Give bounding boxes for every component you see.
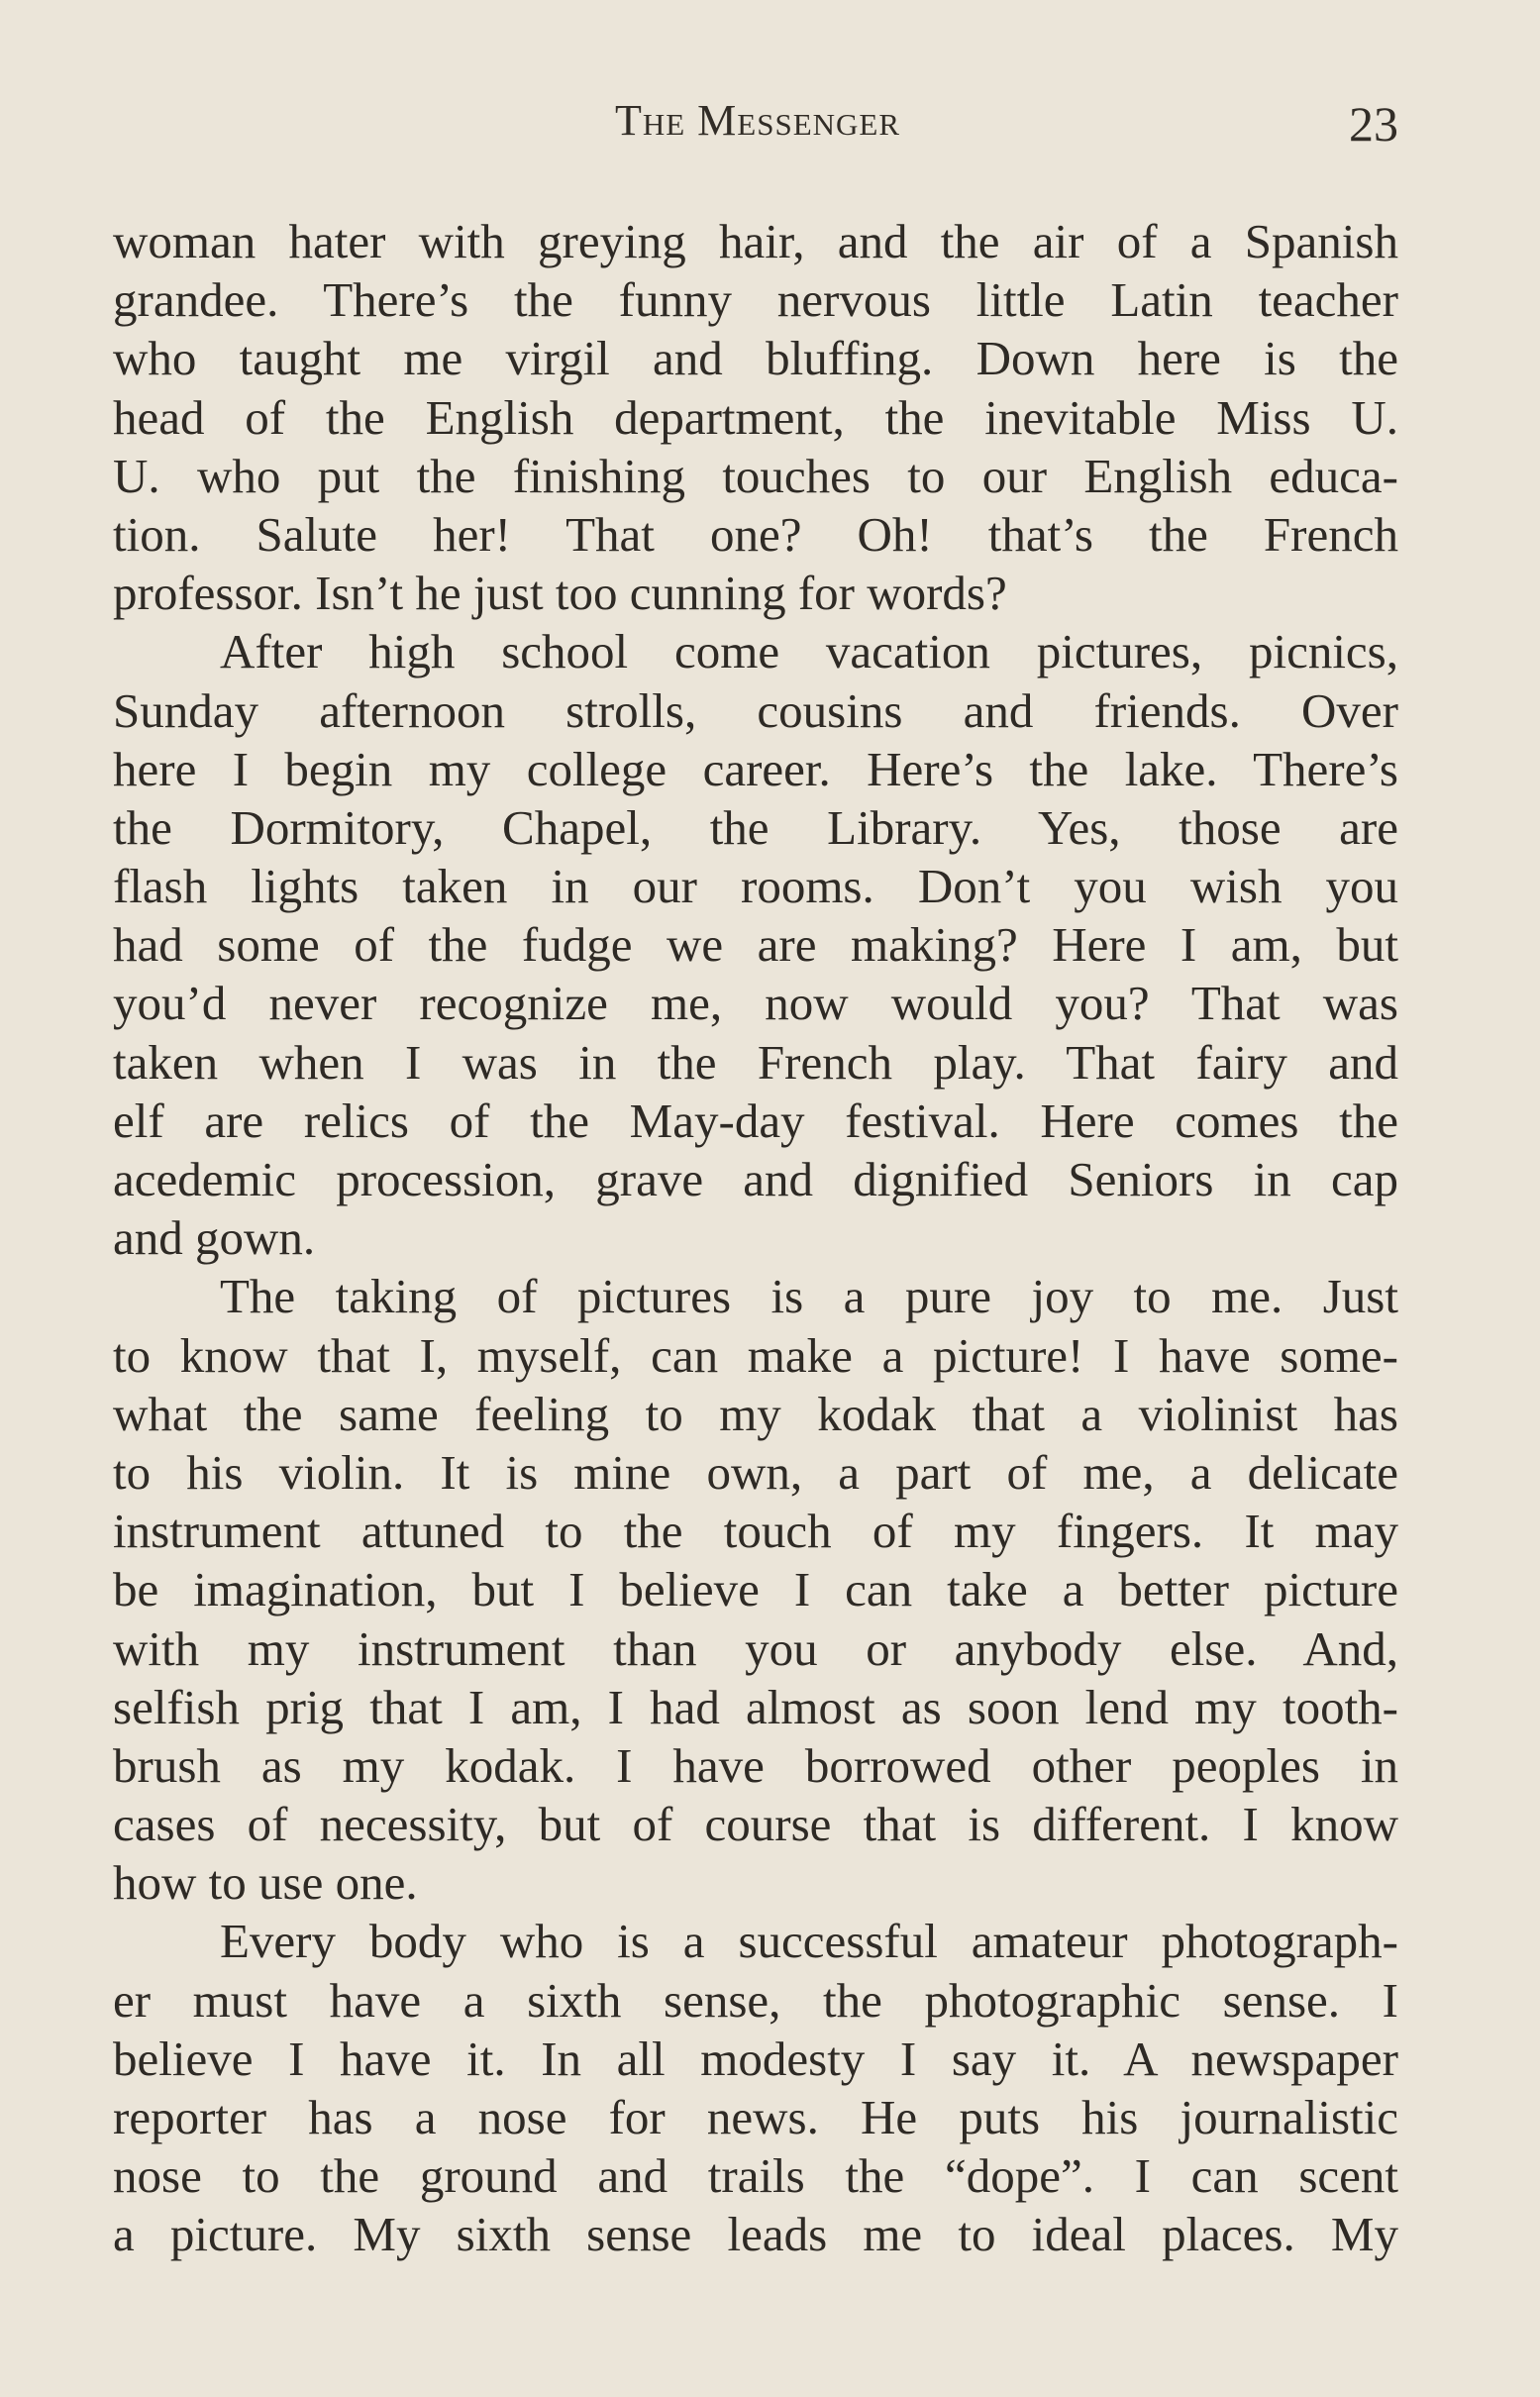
text-line: and gown.: [113, 1210, 316, 1266]
text-line: Sunday afternoon strolls, cousins and friends. Over: [113, 682, 1398, 738]
running-head: [117, 95, 1398, 155]
text-line: to his violin. It is mine own, a part of me, a delicate: [113, 1444, 1398, 1500]
text-line: you’d never recognize me, now would you? That was: [113, 976, 1398, 1031]
text-line: taken when I was in the French play. That fairy and: [113, 1034, 1398, 1090]
text-line: brush as my kodak. I have borrowed other peoples in: [113, 1737, 1398, 1793]
text-line: instrument attuned to the touch of my fingers. It may: [113, 1504, 1398, 1559]
text-line: elf are relics of the May-day festival. Here comes the: [113, 1093, 1398, 1148]
body-text: [113, 212, 1398, 2264]
text-line: how to use one.: [113, 1855, 418, 1911]
text-line: tion. Salute her! That one? Oh! that’s the French: [113, 506, 1398, 562]
text-line: cases of necessity, but of course that is different. I know: [113, 1797, 1398, 1852]
text-line: the Dormitory, Chapel, the Library. Yes, those are: [113, 799, 1398, 855]
text-line: After high school come vacation pictures, picnics,: [220, 624, 1398, 679]
text-line: to know that I, myself, can make a picture! I have some-: [113, 1327, 1398, 1383]
text-line: who taught me virgil and bluffing. Down here is the: [113, 331, 1398, 386]
text-line: acedemic procession, grave and dignified Seniors in cap: [113, 1152, 1398, 1206]
text-line: what the same feeling to my kodak that a violinist has: [113, 1386, 1398, 1441]
text-line: woman hater with greying hair, and the air of a Spanish: [113, 214, 1398, 268]
text-line: here I begin my college career. Here’s the lake. There’s: [113, 741, 1398, 796]
text-line: er must have a sixth sense, the photographic sense. I: [113, 1972, 1398, 2028]
text-line: U. who put the finishing touches to our English educa-: [113, 448, 1398, 503]
text-line: flash lights taken in our rooms. Don’t you wish you: [113, 859, 1398, 914]
text-line: professor. Isn’t he just too cunning for words?: [113, 566, 1007, 621]
text-line: Every body who is a successful amateur photograph-: [220, 1914, 1398, 1969]
text-line: reporter has a nose for news. He puts his journalistic: [113, 2090, 1398, 2144]
page-number: 23: [1349, 96, 1398, 152]
running-title: The Messenger: [614, 96, 901, 145]
text-line: a picture. My sixth sense leads me to ideal places. My: [113, 2207, 1398, 2262]
text-line: The taking of pictures is a pure joy to me. Just: [220, 1269, 1398, 1324]
text-line: believe I have it. In all modesty I say it. A newspaper: [113, 2031, 1398, 2086]
text-line: selfish prig that I am, I had almost as soon lend my tooth-: [113, 1679, 1398, 1734]
text-line: grandee. There’s the funny nervous little Latin teacher: [113, 272, 1398, 328]
text-line: be imagination, but I believe I can take a better picture: [113, 1562, 1398, 1617]
text-line: with my instrument than you or anybody else. And,: [113, 1620, 1398, 1676]
text-line: nose to the ground and trails the “dope”. I can scent: [113, 2148, 1398, 2204]
text-line: head of the English department, the inevitable Miss U.: [113, 389, 1398, 445]
text-line: had some of the fudge we are making? Here I am, but: [113, 917, 1398, 973]
